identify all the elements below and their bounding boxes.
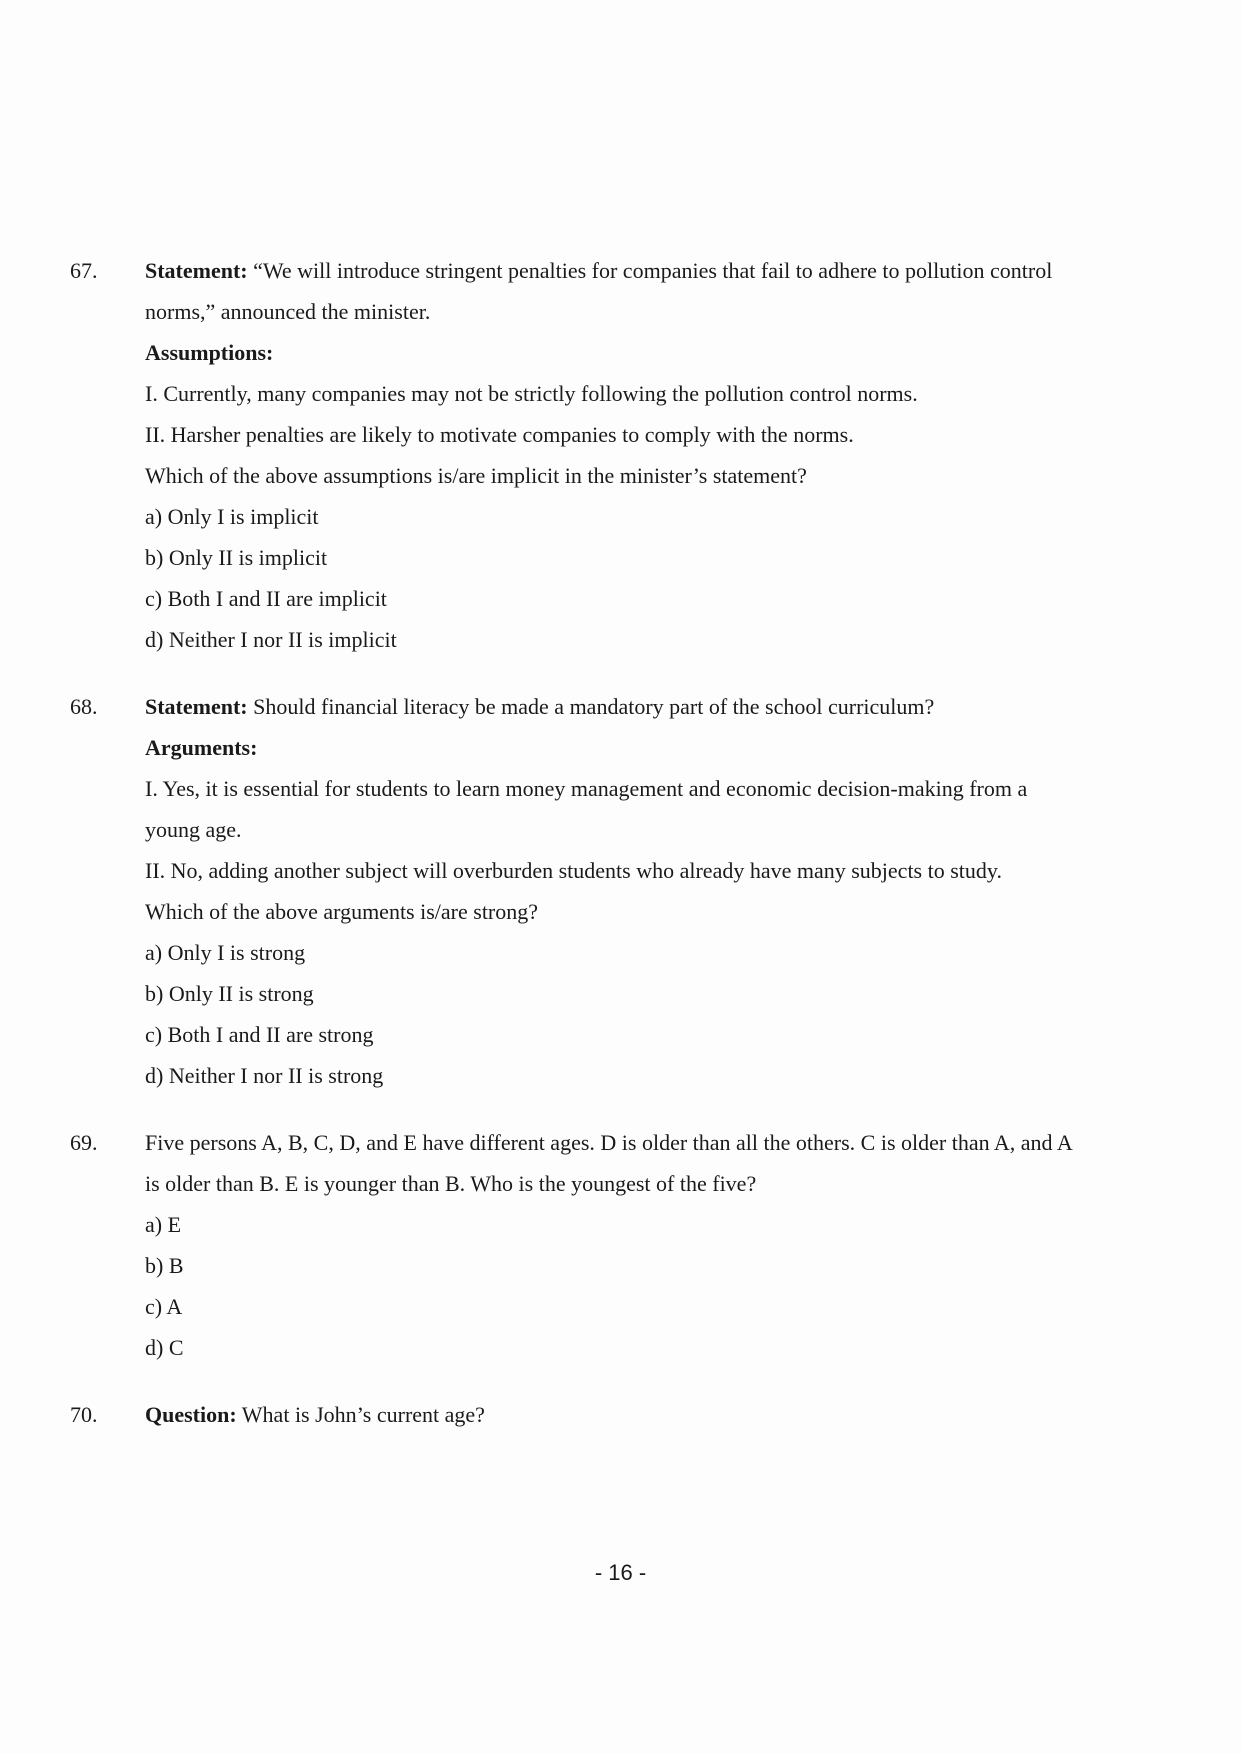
question-label: Question: — [145, 1402, 237, 1427]
option-b: b) B — [145, 1253, 184, 1278]
option-c: c) Both I and II are strong — [145, 1022, 374, 1047]
option-a: a) Only I is strong — [145, 940, 306, 965]
question-body — [145, 1394, 1241, 1435]
question-prompt: Which of the above assumptions is/are implicit in the minister’s statement? — [145, 463, 807, 488]
question-text-continued: is older than B. E is younger than B. Who is the youngest of the five? — [145, 1171, 757, 1196]
assumptions-label: Assumptions: — [145, 340, 274, 365]
question-text: Five persons A, B, C, D, and E have different ages. D is older than all the others. C is older than A, and A — [145, 1130, 1073, 1155]
argument-1: I. Yes, it is essential for students to learn money management and economic decision-making from a — [145, 776, 1028, 801]
option-a: a) Only I is implicit — [145, 504, 319, 529]
option-b: b) Only II is implicit — [145, 545, 328, 570]
option-d: d) Neither I nor II is strong — [145, 1063, 384, 1088]
question-body — [145, 1122, 1241, 1368]
statement-label: Statement: — [145, 258, 248, 283]
question-body — [145, 250, 1241, 660]
question-number: 67. — [70, 258, 98, 283]
question-body — [145, 686, 1241, 1096]
option-c: c) A — [145, 1294, 183, 1319]
argument-2: II. No, adding another subject will overburden students who already have many subjects to study. — [145, 858, 1002, 883]
page-number: - 16 - — [594, 1560, 647, 1585]
assumption-1: I. Currently, many companies may not be strictly following the pollution control norms. — [145, 381, 918, 406]
question-prompt: Which of the above arguments is/are strong? — [145, 899, 539, 924]
statement-text: “We will introduce stringent penalties for companies that fail to adhere to pollution control — [253, 258, 1053, 283]
assumption-2: II. Harsher penalties are likely to motivate companies to comply with the norms. — [145, 422, 854, 447]
argument-1-continued: young age. — [145, 817, 242, 842]
question-number: 70. — [70, 1402, 98, 1427]
question-number: 69. — [70, 1130, 98, 1155]
option-a: a) E — [145, 1212, 182, 1237]
question-text: What is John’s current age? — [241, 1402, 485, 1427]
option-d: d) C — [145, 1335, 184, 1360]
option-b: b) Only II is strong — [145, 981, 314, 1006]
option-c: c) Both I and II are implicit — [145, 586, 387, 611]
statement-text: Should financial literacy be made a mandatory part of the school curriculum? — [253, 694, 935, 719]
statement-label: Statement: — [145, 694, 248, 719]
question-line — [145, 1394, 1241, 1435]
arguments-label: Arguments: — [145, 735, 258, 760]
statement-line — [145, 250, 1241, 291]
statement-line — [145, 686, 1241, 727]
statement-text-continued: norms,” announced the minister. — [145, 299, 431, 324]
option-d: d) Neither I nor II is implicit — [145, 627, 397, 652]
question-number: 68. — [70, 694, 98, 719]
